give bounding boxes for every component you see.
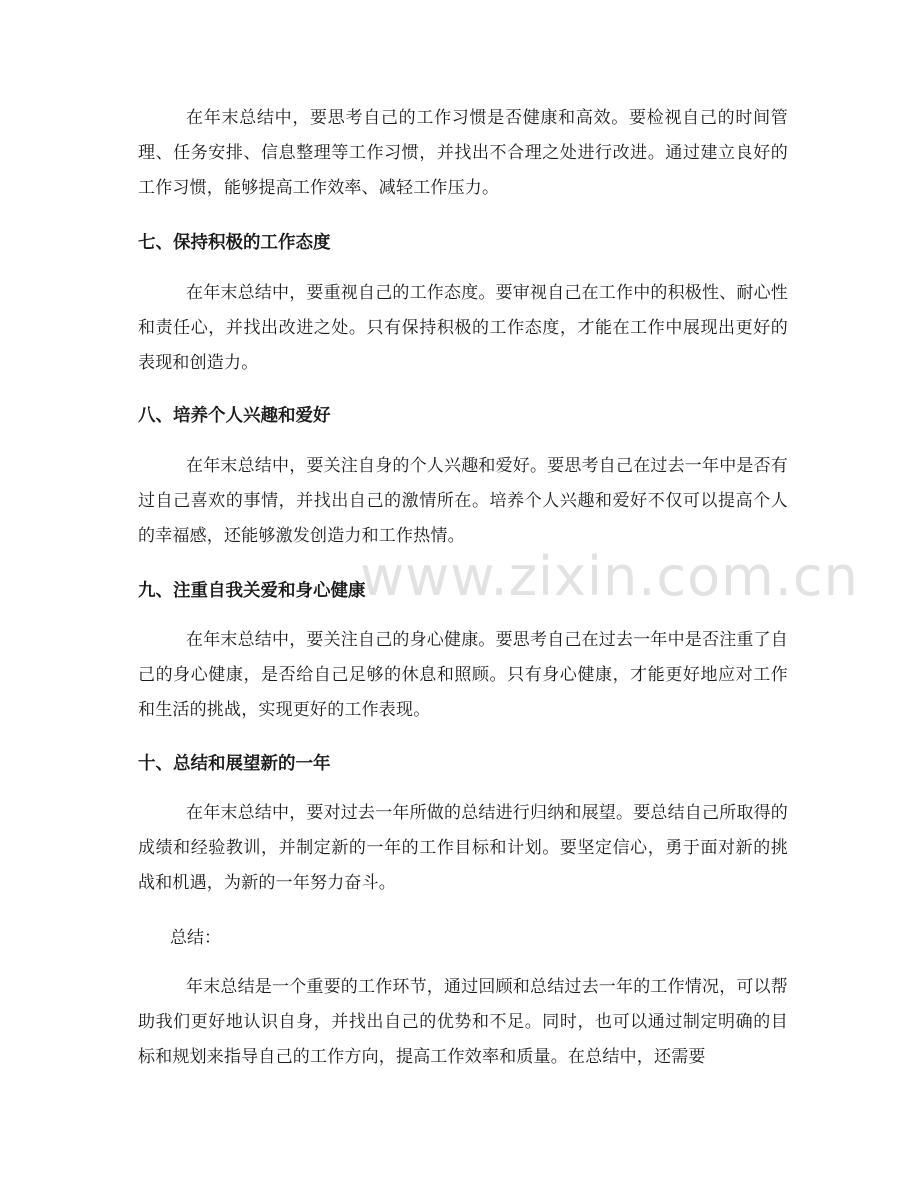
section-body-9: 在年末总结中，要关注自己的身心健康。要思考自己在过去一年中是否注重了自己的身心健康，是否给自己足够的休息和照顾。只有身心健康，才能更好地应对工作和生活的挑战，实现更好的工作表现。 (138, 630, 788, 720)
section-heading-9: 九、注重自我关爱和身心健康 (138, 581, 366, 601)
summary-label: 总结： (170, 928, 221, 948)
watermark: www.zixin.com.cn (360, 545, 859, 608)
section-body-7: 在年末总结中，要重视自己的工作态度。要审视自己在工作中的积极性、耐心性和责任心，并找出改进之处。只有保持积极的工作态度，才能在工作中展现出更好的表现和创造力。 (138, 283, 788, 373)
section-body-8: 在年末总结中，要关注自身的个人兴趣和爱好。要思考自己在过去一年中是否有过自己喜欢的事情，并找出自己的激情所在。培养个人兴趣和爱好不仅可以提高个人的幸福感，还能够激发创造力和工作热情。 (138, 456, 788, 546)
section-heading-8: 八、培养个人兴趣和爱好 (138, 406, 331, 426)
section-heading-10: 十、总结和展望新的一年 (138, 754, 331, 774)
section-body-10: 在年末总结中，要对过去一年所做的总结进行归纳和展望。要总结自己所取得的成绩和经验教训，并制定新的一年的工作目标和计划。要坚定信心，勇于面对新的挑战和机遇，为新的一年努力奋斗。 (138, 803, 788, 893)
summary-paragraph: 年末总结是一个重要的工作环节，通过回顾和总结过去一年的工作情况，可以帮助我们更好地认识自身，并找出自己的优势和不足。同时，也可以通过制定明确的目标和规划来指导自己的工作方向，提高工作效率和质量。在总结中，还需要 (138, 977, 788, 1067)
section-heading-7: 七、保持积极的工作态度 (138, 233, 331, 253)
intro-paragraph: 在年末总结中，要思考自己的工作习惯是否健康和高效。要检视自己的时间管理、任务安排、信息整理等工作习惯，并找出不合理之处进行改进。通过建立良好的工作习惯，能够提高工作效率、减轻工作压力。 (138, 108, 788, 198)
